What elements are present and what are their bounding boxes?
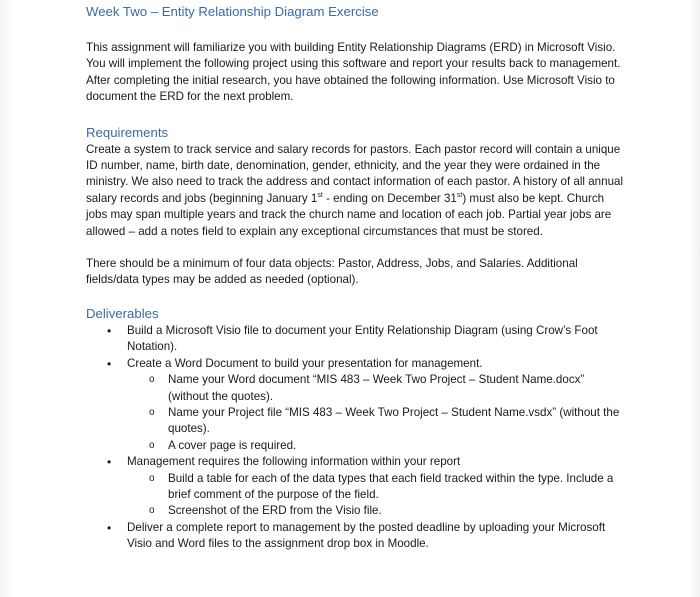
data-objects-paragraph: There should be a minimum of four data objects: Pastor, Address, Jobs, and Salaries. Additional fields/data types may be added as needed (optional). xyxy=(86,257,578,287)
sub-list-item xyxy=(127,405,626,438)
bullet-icon: • xyxy=(107,356,112,371)
list-item-text: Create a Word Document to build your presentation for management. xyxy=(127,356,483,370)
list-item xyxy=(86,356,626,454)
deliverables-heading: Deliverables xyxy=(86,305,159,321)
sub-list-item xyxy=(127,372,626,405)
bullet-icon: • xyxy=(107,323,112,338)
document-body xyxy=(86,3,626,553)
ordinal-suffix: st xyxy=(456,191,463,199)
sub-list-item xyxy=(127,471,626,504)
requirements-text-part-1: Create a system to track service and salary records for pastors. Each pastor record will contain a unique ID number, name, birth date, denomination, gender, ethnicity, and the year they were ordained in the ministry. We also need to track the address and contact information of each pastor. A history of all annual salary records and jobs (beginning January 1 xyxy=(86,142,624,205)
requirements-paragraph xyxy=(86,142,626,240)
sub-list xyxy=(127,372,626,454)
requirements-text-part-3: ) must also be kept. Church jobs may span multiple years and track the church name and location of each job. Partial year jobs are allowed – add a notes field to explain any exceptional circumstances that must be stored. xyxy=(86,191,612,238)
intro-paragraph: This assignment will familiarize you with building Entity Relationship Diagrams (ERD) in Microsoft Visio. You will implement the following project using this software and report your results back to management. After completing the initial research, you have obtained the following information. Use Microsoft Visio to document the ERD for the next problem. xyxy=(86,41,621,104)
sub-list-item xyxy=(127,503,626,519)
sub-list-item-text: A cover page is required. xyxy=(168,438,297,452)
list-item-text: Deliver a complete report to management by the posted deadline by uploading your Microsoft Visio and Word files to the assignment drop box in Moodle. xyxy=(127,520,606,551)
document-title: Week Two – Entity Relationship Diagram Exercise xyxy=(86,4,379,19)
hollow-bullet-icon: o xyxy=(149,472,155,484)
hollow-bullet-icon: o xyxy=(149,505,155,517)
sub-list-item xyxy=(127,438,626,454)
requirements-heading: Requirements xyxy=(86,124,169,140)
hollow-bullet-icon: o xyxy=(149,374,155,386)
hollow-bullet-icon: o xyxy=(149,439,155,451)
list-item-text: Build a Microsoft Visio file to document your Entity Relationship Diagram (using Crow’s Foot Notation). xyxy=(127,323,598,354)
sub-list-item-text: Build a table for each of the data types that each field tracked within the type. Include a brief comment of the purpose of the field. xyxy=(168,471,614,501)
list-item xyxy=(86,323,626,356)
deliverables-list xyxy=(86,323,626,553)
sub-list-item-text: Name your Project file “MIS 483 – Week Two Project – Student Name.vsdx” (without the quotes). xyxy=(168,405,620,436)
list-item xyxy=(86,520,626,553)
list-item-text: Management requires the following information within your report xyxy=(127,455,461,469)
requirements-text-part-2: - ending on December 31 xyxy=(322,191,457,205)
sub-list-item-text: Name your Word document “MIS 483 – Week Two Project – Student Name.docx” (without the quotes). xyxy=(168,373,585,403)
bullet-icon: • xyxy=(107,455,112,470)
hollow-bullet-icon: o xyxy=(149,406,155,418)
sub-list-item-text: Screenshot of the ERD from the Visio file. xyxy=(168,504,382,518)
list-item xyxy=(86,454,626,520)
sub-list xyxy=(127,471,626,520)
bullet-icon: • xyxy=(107,520,112,535)
ordinal-suffix: st xyxy=(317,191,323,199)
